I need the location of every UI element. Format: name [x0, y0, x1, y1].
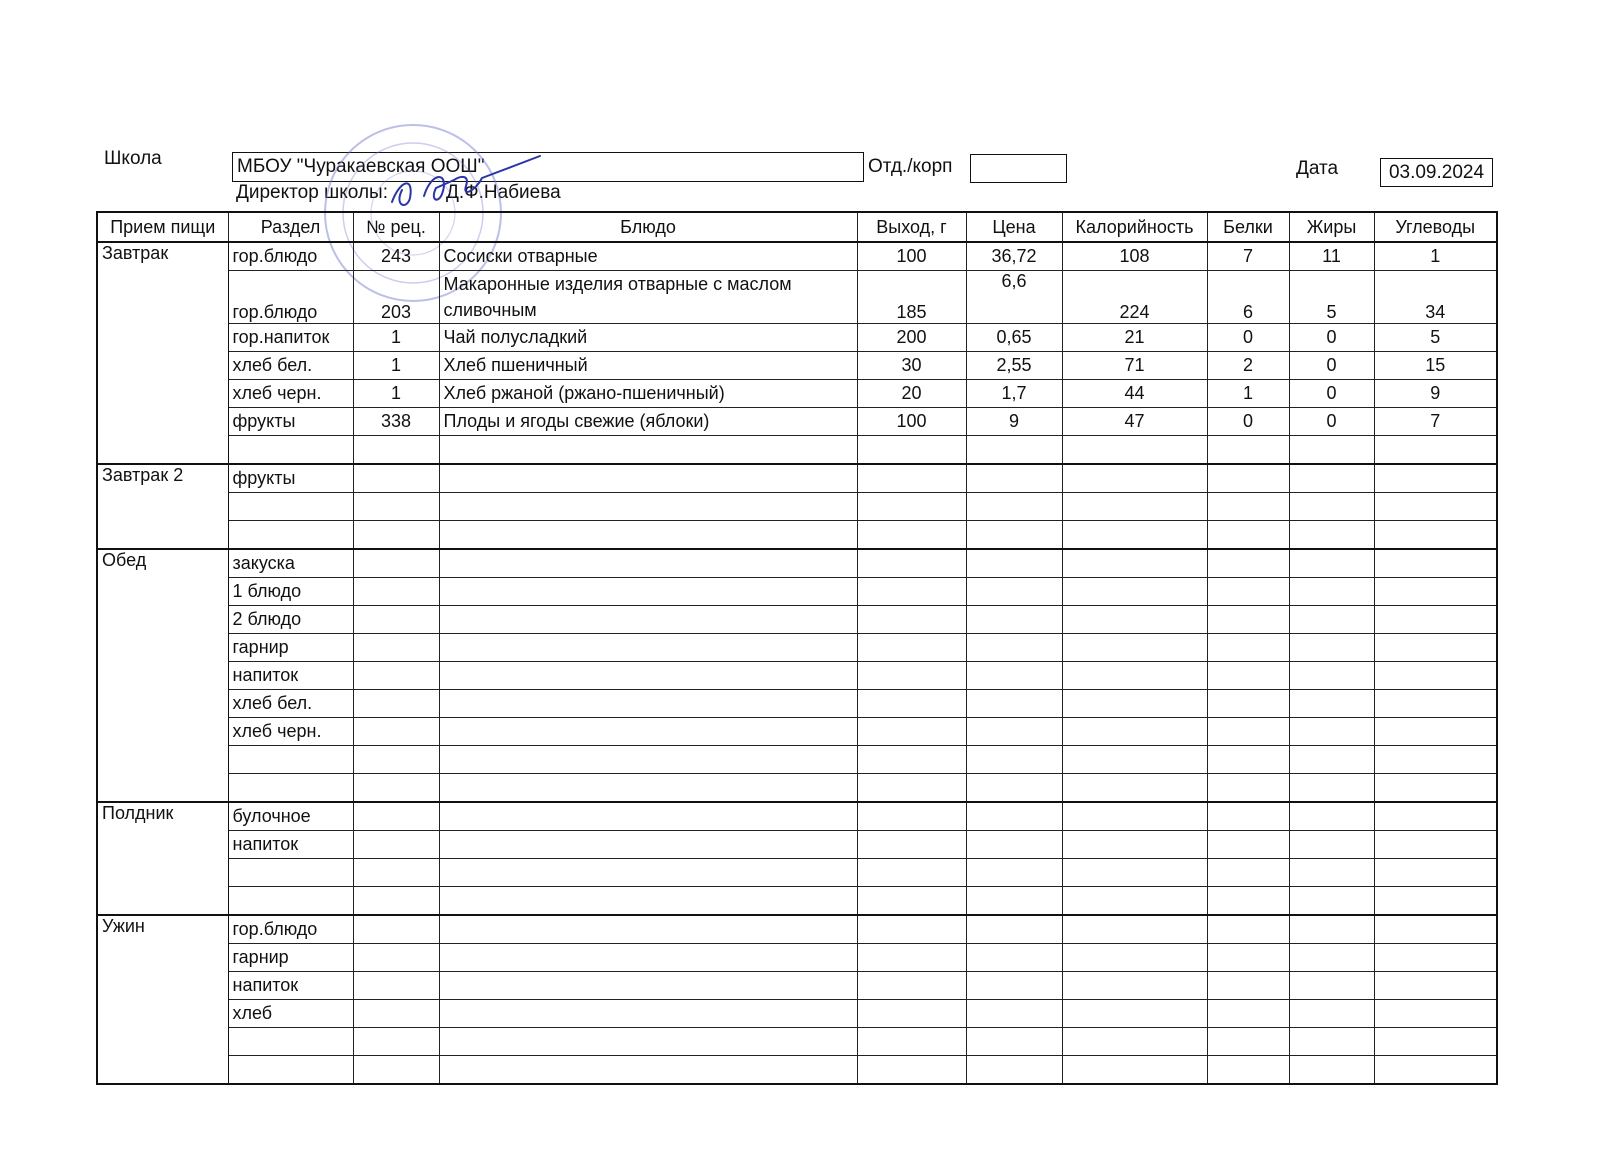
- carbs-cell: 34: [1374, 271, 1497, 324]
- dept-label: Отд./корп: [868, 156, 953, 177]
- section-cell: гарнир: [228, 634, 353, 662]
- yield-cell: 100: [857, 408, 966, 436]
- table-row: [97, 690, 1497, 718]
- director-name: Д.Ф.Набиева: [446, 182, 561, 203]
- date-field[interactable]: 03.09.2024: [1380, 158, 1493, 187]
- table-row: [97, 493, 1497, 521]
- dept-field[interactable]: [970, 154, 1067, 183]
- section-cell: гор.блюдо: [228, 915, 353, 944]
- table-row: [97, 1000, 1497, 1028]
- table-row: [97, 831, 1497, 859]
- recipe-cell: 1: [353, 324, 439, 352]
- yield-cell: 20: [857, 380, 966, 408]
- table-row: [97, 271, 1497, 324]
- director-label: Директор школы:: [236, 182, 388, 203]
- dish-cell: Хлеб пшеничный: [439, 352, 857, 380]
- price-cell: 1,7: [966, 380, 1062, 408]
- section-cell: фрукты: [228, 464, 353, 493]
- table-row: [97, 662, 1497, 690]
- section-cell: хлеб черн.: [228, 718, 353, 746]
- table-row: [97, 521, 1497, 550]
- carbs-cell: 7: [1374, 408, 1497, 436]
- kcal-cell: 224: [1062, 271, 1207, 324]
- fat-cell: 0: [1289, 380, 1374, 408]
- fat-cell: 0: [1289, 324, 1374, 352]
- protein-cell: 1: [1207, 380, 1289, 408]
- yield-cell: 200: [857, 324, 966, 352]
- kcal-cell: 108: [1062, 242, 1207, 271]
- recipe-cell: 1: [353, 380, 439, 408]
- col-header: Углеводы: [1374, 212, 1497, 242]
- date-label: Дата: [1296, 158, 1339, 179]
- fat-cell: 11: [1289, 242, 1374, 271]
- table-row: [97, 746, 1497, 774]
- section-cell: гор.блюдо: [228, 271, 353, 324]
- kcal-cell: 44: [1062, 380, 1207, 408]
- section-cell: хлеб черн.: [228, 380, 353, 408]
- section-cell: напиток: [228, 662, 353, 690]
- section-cell: хлеб: [228, 1000, 353, 1028]
- section-cell: 1 блюдо: [228, 578, 353, 606]
- table-row: [97, 549, 1497, 578]
- carbs-cell: 5: [1374, 324, 1497, 352]
- recipe-cell: 1: [353, 352, 439, 380]
- col-header: Раздел: [228, 212, 353, 242]
- section-cell: закуска: [228, 549, 353, 578]
- meal-breakfast: Завтрак: [97, 242, 228, 464]
- meal-dinner: Ужин: [97, 915, 228, 1084]
- section-cell: гарнир: [228, 944, 353, 972]
- section-cell: булочное: [228, 802, 353, 831]
- col-header: № рец.: [353, 212, 439, 242]
- yield-cell: 30: [857, 352, 966, 380]
- fat-cell: 0: [1289, 352, 1374, 380]
- recipe-cell: 338: [353, 408, 439, 436]
- dish-cell: Сосиски отварные: [439, 242, 857, 271]
- yield-cell: 185: [857, 271, 966, 324]
- table-row: [97, 408, 1497, 436]
- meal-breakfast2: Завтрак 2: [97, 464, 228, 549]
- price-cell: 36,72: [966, 242, 1062, 271]
- carbs-cell: 9: [1374, 380, 1497, 408]
- table-row: [97, 802, 1497, 831]
- school-field[interactable]: МБОУ "Чуракаевская ООШ": [232, 152, 864, 182]
- table-row: [97, 606, 1497, 634]
- section-cell: гор.напиток: [228, 324, 353, 352]
- table-row: [97, 634, 1497, 662]
- table-row: [97, 718, 1497, 746]
- table-row: [97, 578, 1497, 606]
- table-row: [97, 242, 1497, 271]
- fat-cell: 5: [1289, 271, 1374, 324]
- meal-snack: Полдник: [97, 802, 228, 915]
- dish-cell: Чай полусладкий: [439, 324, 857, 352]
- col-header: Жиры: [1289, 212, 1374, 242]
- protein-cell: 7: [1207, 242, 1289, 271]
- protein-cell: 2: [1207, 352, 1289, 380]
- price-cell: 6,6: [966, 271, 1062, 324]
- table-row: [97, 1056, 1497, 1085]
- section-cell: хлеб бел.: [228, 690, 353, 718]
- table-row: [97, 324, 1497, 352]
- kcal-cell: 21: [1062, 324, 1207, 352]
- dish-cell: Хлеб ржаной (ржано-пшеничный): [439, 380, 857, 408]
- price-cell: 2,55: [966, 352, 1062, 380]
- price-cell: 0,65: [966, 324, 1062, 352]
- meal-lunch: Обед: [97, 549, 228, 802]
- header-row: [97, 212, 1497, 242]
- price-cell: 9: [966, 408, 1062, 436]
- dish-cell: Плоды и ягоды свежие (яблоки): [439, 408, 857, 436]
- col-header: Калорийность: [1062, 212, 1207, 242]
- table-row: [97, 1028, 1497, 1056]
- recipe-cell: 243: [353, 242, 439, 271]
- kcal-cell: 71: [1062, 352, 1207, 380]
- protein-cell: 6: [1207, 271, 1289, 324]
- yield-cell: 100: [857, 242, 966, 271]
- table-row: [97, 774, 1497, 803]
- section-cell: напиток: [228, 831, 353, 859]
- table-row: [97, 380, 1497, 408]
- table-row: [97, 972, 1497, 1000]
- col-header: Цена: [966, 212, 1062, 242]
- col-header: Белки: [1207, 212, 1289, 242]
- col-header: Прием пищи: [97, 212, 228, 242]
- section-cell: фрукты: [228, 408, 353, 436]
- recipe-cell: 203: [353, 271, 439, 324]
- col-header: Выход, г: [857, 212, 966, 242]
- carbs-cell: 1: [1374, 242, 1497, 271]
- dish-cell: Макаронные изделия отварные с маслом сливочным: [439, 271, 857, 324]
- table-row: [97, 887, 1497, 916]
- school-label: Школа: [104, 148, 162, 169]
- table-row: [97, 464, 1497, 493]
- protein-cell: 0: [1207, 324, 1289, 352]
- carbs-cell: 15: [1374, 352, 1497, 380]
- table-row: [97, 915, 1497, 944]
- section-cell: 2 блюдо: [228, 606, 353, 634]
- menu-table: [96, 211, 1498, 1085]
- col-header: Блюдо: [439, 212, 857, 242]
- signature-icon: [380, 150, 550, 220]
- table-row: [97, 859, 1497, 887]
- table-row: [97, 352, 1497, 380]
- table-row: [97, 436, 1497, 465]
- section-cell: гор.блюдо: [228, 242, 353, 271]
- kcal-cell: 47: [1062, 408, 1207, 436]
- fat-cell: 0: [1289, 408, 1374, 436]
- section-cell: напиток: [228, 972, 353, 1000]
- protein-cell: 0: [1207, 408, 1289, 436]
- section-cell: хлеб бел.: [228, 352, 353, 380]
- table-row: [97, 944, 1497, 972]
